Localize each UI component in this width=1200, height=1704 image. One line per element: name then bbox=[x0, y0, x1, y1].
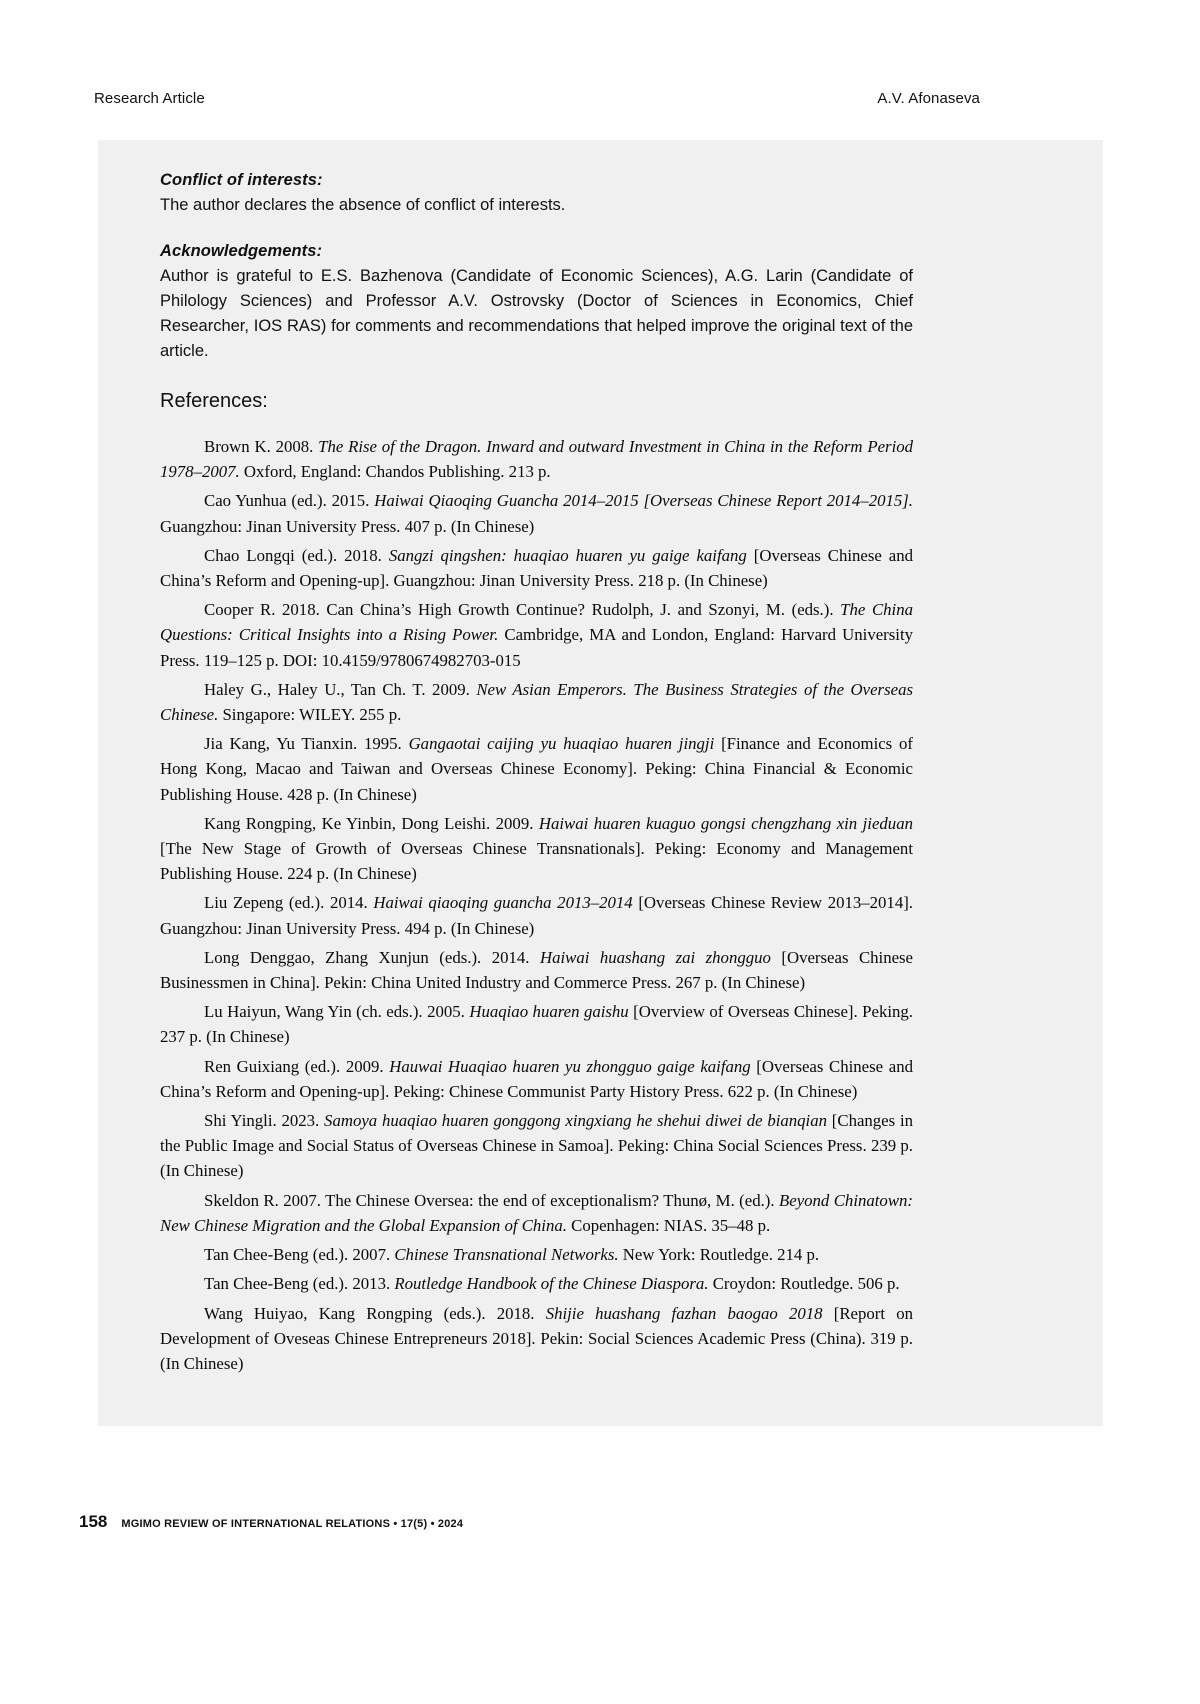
reference-item bbox=[160, 1054, 913, 1104]
reference-title-segment: Chinese Transnational Networks. bbox=[394, 1245, 619, 1265]
reference-item bbox=[160, 811, 913, 887]
reference-item bbox=[160, 1301, 913, 1377]
reference-text-segment: Ren Guixiang (ed.). 2009. bbox=[204, 1056, 390, 1076]
reference-text-segment: [The New Stage of Growth of Overseas Chinese Transnationals]. Peking: Economy and Management Publishing House. 224 p. (In Chinese) bbox=[160, 839, 913, 884]
page-number: 158 bbox=[79, 1512, 108, 1531]
reference-title-segment: Gangaotai caijing yu huaqiao huaren jingji bbox=[408, 734, 715, 754]
reference-title-segment: The Rise of the Dragon. Inward and outward Investment in China in the Reform Period 1978–2007. bbox=[160, 437, 914, 482]
reference-text-segment: [Overseas Chinese and China’s Reform and Opening-up]. Guangzhou: Jinan University Press. 218 p. (In Chinese) bbox=[160, 545, 914, 591]
journal-title-line: MGIMO REVIEW OF INTERNATIONAL RELATIONS • 17(5) • 2024 bbox=[121, 1518, 464, 1530]
reference-item bbox=[160, 1242, 913, 1267]
reference-title-segment: Haiwai huaren kuaguo gongsi chengzhang xin jieduan bbox=[538, 813, 913, 833]
reference-text-segment: Kang Rongping, Ke Yinbin, Dong Leishi. 2009. bbox=[204, 813, 539, 833]
reference-title-segment: Haiwai qiaoqing guancha 2013–2014 bbox=[373, 893, 633, 913]
references-list bbox=[160, 434, 913, 1376]
content-box bbox=[98, 140, 1103, 1426]
reference-title-segment: Samoya huaqiao huaren gonggong xingxiang he shehui diwei de bianqian bbox=[324, 1111, 827, 1131]
reference-text-segment: [Overseas Chinese and China’s Reform and Opening-up]. Peking: Chinese Communist Party History Press. 622 p. (In Chinese) bbox=[160, 1056, 913, 1101]
reference-item bbox=[160, 945, 913, 995]
reference-text-segment: Long Denggao, Zhang Xunjun (eds.). 2014. bbox=[204, 947, 540, 967]
reference-text-segment: Cambridge, MA and London, England: Harvard University Press. 119–125 p. DOI: 10.4159/9780674982703-015 bbox=[160, 625, 913, 670]
page-footer bbox=[79, 1512, 463, 1532]
reference-text-segment: [Finance and Economics of Hong Kong, Macao and Taiwan and Overseas Chinese Economy]. Peking: China Financial & Economic Publishing House. 428 p. (In Chinese) bbox=[160, 734, 914, 804]
reference-text-segment: Cao Yunhua (ed.). 2015. bbox=[204, 491, 375, 511]
reference-text-segment: New York: Routledge. 214 p. bbox=[618, 1245, 820, 1265]
reference-item bbox=[160, 1188, 913, 1238]
reference-title-segment: Haiwai Qiaoqing Guancha 2014–2015 [Overseas Chinese Report 2014–2015]. bbox=[374, 491, 913, 511]
reference-text-segment: [Overview of Overseas Chinese]. Peking. 237 p. (In Chinese) bbox=[160, 1002, 913, 1047]
acknowledgements-body: Author is grateful to E.S. Bazhenova (Candidate of Economic Sciences), A.G. Larin (Candidate of Philology Sciences) and Professor A.V. Ostrovsky (Doctor of Sciences in Economics, Chief Researcher, IOS RAS) for comments and recommendations that helped improve the original text of the article. bbox=[160, 267, 913, 360]
reference-item bbox=[160, 677, 913, 727]
reference-item bbox=[160, 597, 913, 673]
reference-item bbox=[160, 543, 913, 593]
section-acknowledgements bbox=[160, 239, 913, 364]
reference-text-segment: Jia Kang, Yu Tianxin. 1995. bbox=[204, 734, 409, 754]
reference-title-segment: Beyond Chinatown: New Chinese Migration and the Global Expansion of China. bbox=[160, 1190, 913, 1235]
reference-title-segment: Haiwai huashang zai zhongguo bbox=[539, 947, 771, 967]
reference-item bbox=[160, 1108, 913, 1184]
reference-item bbox=[160, 434, 913, 484]
reference-text-segment: Liu Zepeng (ed.). 2014. bbox=[204, 893, 374, 913]
reference-title-segment: The China Questions: Critical Insights into a Rising Power. bbox=[160, 600, 913, 645]
reference-text-segment: Oxford, England: Chandos Publishing. 213 p. bbox=[239, 462, 551, 482]
reference-text-segment: [Report on Development of Oveseas Chinese Entrepreneurs 2018]. Pekin: Social Sciences Academic Press (China). 319 p. (In Chinese) bbox=[160, 1303, 913, 1373]
reference-text-segment: Skeldon R. 2007. The Chinese Oversea: the end of exceptionalism? Thunø, M. (ed.). bbox=[204, 1190, 779, 1210]
acknowledgements-heading: Acknowledgements: bbox=[160, 242, 323, 260]
conflict-heading: Conflict of interests: bbox=[160, 171, 323, 189]
reference-text-segment: Brown K. 2008. bbox=[204, 437, 319, 456]
reference-title-segment: Shijie huashang fazhan baogao 2018 bbox=[545, 1303, 823, 1323]
reference-text-segment: Singapore: WILEY. 255 p. bbox=[218, 705, 402, 725]
reference-title-segment: Hauwai Huaqiao huaren yu zhongguo gaige kaifang bbox=[389, 1056, 751, 1076]
reference-text-segment: [Changes in the Public Image and Social Status of Overseas Chinese in Samoa]. Peking: China Social Sciences Press. 239 p. (In Chinese) bbox=[160, 1111, 914, 1181]
reference-item bbox=[160, 731, 913, 807]
reference-text-segment: Shi Yingli. 2023. bbox=[204, 1111, 325, 1131]
section-conflict-of-interests bbox=[160, 168, 913, 218]
page-header bbox=[94, 90, 980, 107]
references-heading: References: bbox=[160, 390, 268, 412]
reference-text-segment: Croydon: Routledge. 506 p. bbox=[708, 1274, 900, 1294]
reference-title-segment: Huaqiao huaren gaishu bbox=[469, 1002, 629, 1022]
reference-item bbox=[160, 890, 913, 940]
reference-text-segment: Tan Chee-Beng (ed.). 2007. bbox=[204, 1245, 395, 1265]
reference-item bbox=[160, 1271, 913, 1296]
reference-text-segment: [Overseas Chinese Review 2013–2014]. Guangzhou: Jinan University Press. 494 p. (In Chinese) bbox=[160, 893, 913, 938]
reference-item bbox=[160, 488, 913, 538]
reference-text-segment: Guangzhou: Jinan University Press. 407 p. (In Chinese) bbox=[160, 516, 535, 536]
conflict-body: The author declares the absence of conflict of interests. bbox=[160, 196, 566, 214]
reference-title-segment: Routledge Handbook of the Chinese Diaspora. bbox=[394, 1274, 709, 1294]
reference-title-segment: Sangzi qingshen: huaqiao huaren yu gaige kaifang bbox=[388, 545, 747, 565]
reference-text-segment: Chao Longqi (ed.). 2018. bbox=[204, 545, 389, 565]
reference-title-segment: New Asian Emperors. The Business Strategies of the Overseas Chinese. bbox=[160, 679, 913, 725]
reference-text-segment: Tan Chee-Beng (ed.). 2013. bbox=[204, 1274, 395, 1294]
reference-text-segment: [Overseas Chinese Businessmen in China]. Pekin: China United Industry and Commerce Press. 267 p. (In Chinese) bbox=[160, 947, 914, 993]
reference-text-segment: Lu Haiyun, Wang Yin (ch. eds.). 2005. bbox=[204, 1002, 470, 1022]
header-article-type: Research Article bbox=[94, 90, 205, 107]
reference-text-segment: Copenhagen: NIAS. 35–48 p. bbox=[566, 1215, 771, 1235]
reference-text-segment: Cooper R. 2018. Can China’s High Growth Continue? Rudolph, J. and Szonyi, M. (eds.). bbox=[204, 600, 841, 620]
header-author: A.V. Afonaseva bbox=[877, 90, 980, 107]
reference-text-segment: Haley G., Haley U., Tan Ch. T. 2009. bbox=[204, 679, 477, 699]
reference-text-segment: Wang Huiyao, Kang Rongping (eds.). 2018. bbox=[204, 1303, 546, 1323]
reference-item bbox=[160, 999, 913, 1049]
